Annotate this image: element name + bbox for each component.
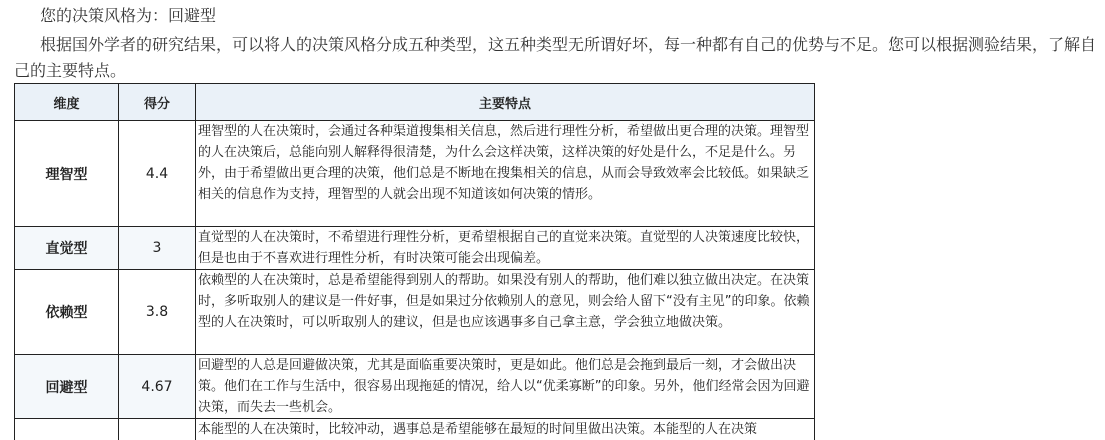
row-dimension: 回避型 — [15, 355, 119, 419]
row-score: 3.8 — [119, 270, 196, 355]
row-features: 依赖型的人在决策时，总是希望能得到别人的帮助。如果没有别人的帮助，他们难以独立做出决定。在决策时，多听取别人的建议是一件好事，但是如果过分依赖别人的意见，则会给人留下“没有主见”的印象。依赖型的人在决策时，可以听取别人的建议，但是也应该遇事多自己拿主意，学会独立地做决策。 — [196, 270, 815, 355]
row-score: 4.67 — [119, 355, 196, 419]
table-row — [15, 121, 815, 227]
row-features: 本能型的人在决策时，比较冲动，遇事总是希望能够在最短的时间里做出决策。本能型的人在决策 — [196, 419, 815, 440]
intro-paragraph: 根据国外学者的研究结果，可以将人的决策风格分成五种类型，这五种类型无所谓好坏，每一种都有自己的优势与不足。您可以根据测验结果，了解自己的主要特点。 — [14, 35, 1097, 80]
table-row — [15, 355, 815, 419]
result-heading: 您的决策风格为：回避型 — [40, 6, 217, 25]
table-row — [15, 270, 815, 355]
row-score: 4.4 — [119, 121, 196, 227]
table-header-row — [15, 84, 815, 121]
row-features: 直觉型的人在决策时，不希望进行理性分析，更希望根据自己的直觉来决策。直觉型的人决策速度比较快，但是也由于不喜欢进行理性分析，有时决策可能会出现偏差。 — [196, 227, 815, 270]
table-row — [15, 227, 815, 270]
decision-style-table — [14, 83, 815, 440]
row-features: 回避型的人总是回避做决策，尤其是面临重要决策时，更是如此。他们总是会拖到最后一刻，才会做出决策。他们在工作与生活中，很容易出现拖延的情况，给人以“优柔寡断”的印象。另外，他们经常会因为回避决策，而失去一些机会。 — [196, 355, 815, 419]
row-dimension: 直觉型 — [15, 227, 119, 270]
header-dimension: 维度 — [15, 84, 119, 121]
row-score — [119, 419, 196, 440]
row-dimension: 理智型 — [15, 121, 119, 227]
table-row — [15, 419, 815, 440]
row-score: 3 — [119, 227, 196, 270]
header-score: 得分 — [119, 84, 196, 121]
row-dimension — [15, 419, 119, 440]
header-features: 主要特点 — [196, 84, 815, 121]
row-features: 理智型的人在决策时，会通过各种渠道搜集相关信息，然后进行理性分析，希望做出更合理的决策。理智型的人在决策后，总能向别人解释得很清楚，为什么会这样决策，这样决策的好处是什么，不足是什么。另外，由于希望做出更合理的决策，他们总是不断地在搜集相关的信息，从而会导致效率会比较低。如果缺乏相关的信息作为支持，理智型的人就会出现不知道该如何决策的情形。 — [196, 121, 815, 227]
row-dimension: 依赖型 — [15, 270, 119, 355]
